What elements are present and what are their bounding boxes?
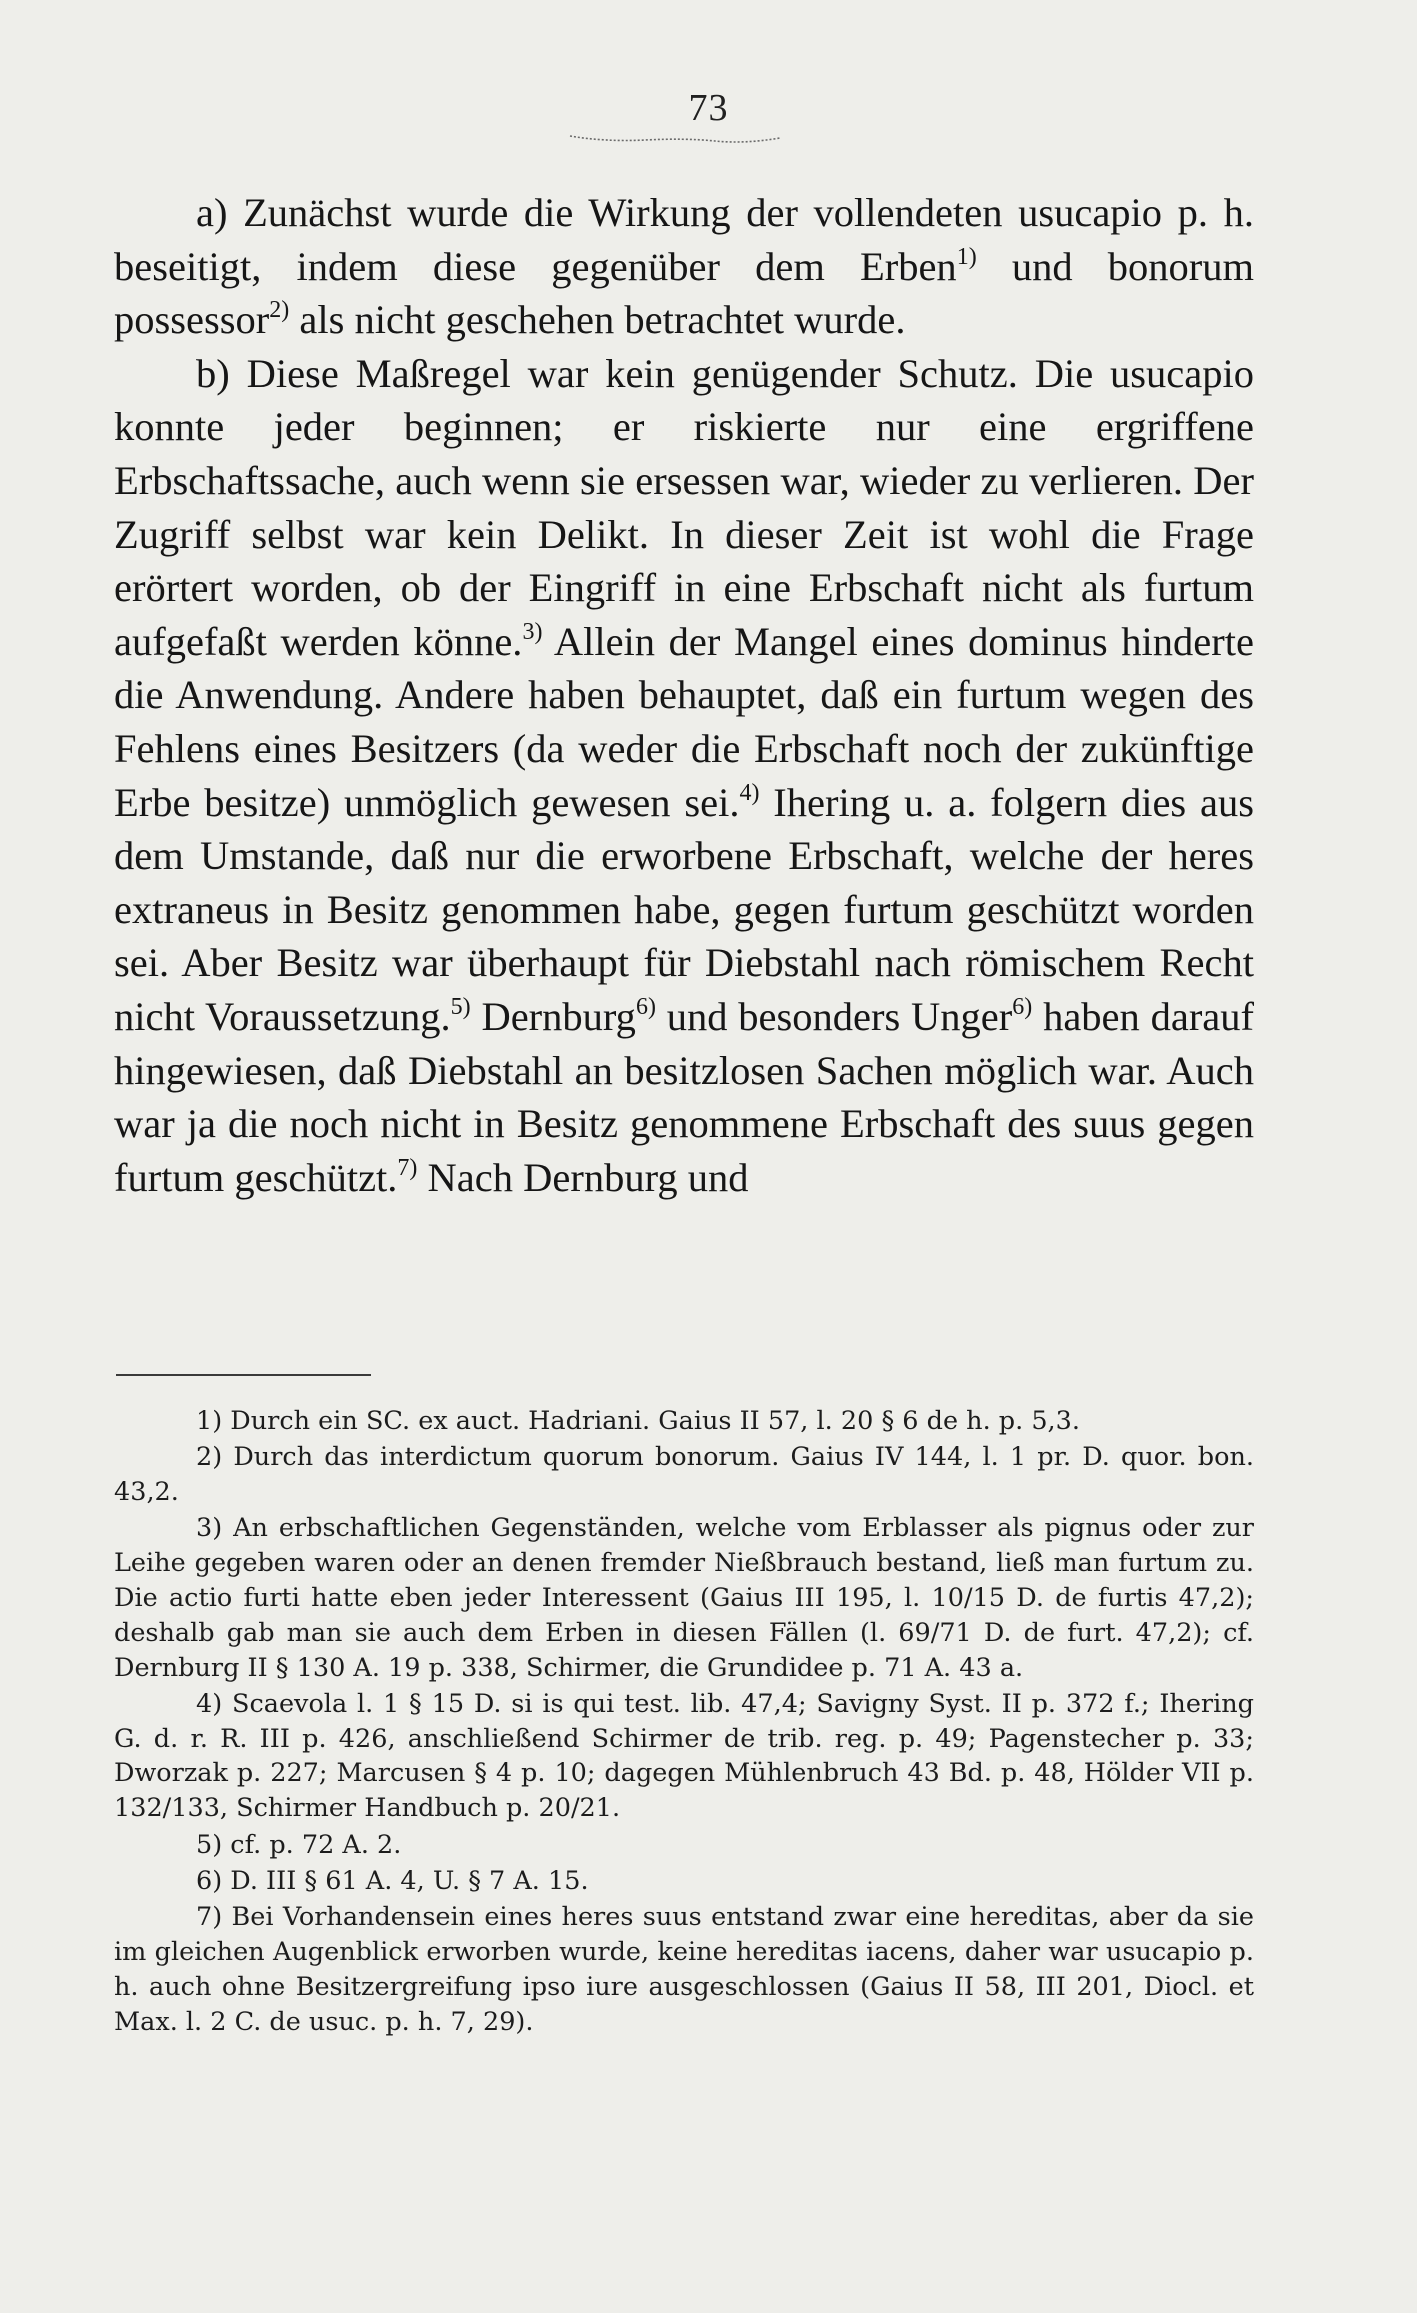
- page-number-ornament: [565, 132, 785, 146]
- paragraph-b-mid4: und besonders Unger: [655, 993, 1013, 1039]
- footnote-2: [114, 1440, 1254, 1510]
- footnote-7: [114, 1900, 1254, 2039]
- paragraph-b: [114, 347, 1254, 1205]
- footnote-4-text: Scaevola l. 1 § 15 D. si is qui test. lib. 47,4; Savigny Syst. II p. 372 f.; Ihering G. d. r. R. III p. 426, anschließend Schirmer de trib. reg. p. 49; Pagenstecher p. 33; Dworzak p. 227; Marcusen § 4 p. 10; dagegen Mühlenbruch 43 Bd. p. 48, Hölder VII p. 132/133, Schirmer Handbuch p. 20/21.: [114, 1688, 1255, 1824]
- footnote-divider: [116, 1374, 371, 1376]
- footnote-7-text: Bei Vorhandensein eines heres suus entstand zwar eine hereditas, aber da sie im gleichen Augenblick erworben wurde, keine hereditas iacens, daher war usucapio p. h. auch ohne Besitzergreifung ipso iure ausgeschlossen (Gaius II 58, III 201, Diocl. et Max. l. 2 C. de usuc. p. h. 7, 29).: [114, 1902, 1254, 2037]
- footnote-4: [114, 1687, 1254, 1826]
- footnote-ref-6b: 6): [1012, 993, 1033, 1020]
- paragraph-b-mid1: Allein der Mangel eines dominus hinderte die Anwendung. Andere haben behauptet, daß ein furtum wegen des Fehlens eines Besitzers (da weder die Erbschaft noch der zukünftige Erbe besitze) unmöglich gewesen sei.: [114, 618, 1254, 825]
- footnote-ref-2: 2): [269, 297, 290, 324]
- footnote-5-mark: 5): [196, 1829, 223, 1860]
- paragraph-b-end: Nach Dernburg und: [417, 1154, 749, 1200]
- footnote-3-mark: 3): [196, 1513, 223, 1544]
- paragraph-a: [114, 186, 1254, 347]
- footnote-ref-5: 5): [450, 993, 471, 1020]
- paragraph-a-text: a) Zunächst wurde die Wirkung der vollendeten usucapio p. h. beseitigt, indem diese gegenüber dem Erben: [114, 190, 1254, 289]
- footnote-4-mark: 4): [196, 1688, 223, 1719]
- paragraph-b-mid2: Ihering u. a. folgern dies aus dem Umstande, daß nur die erworbene Erbschaft, welche der heres extraneus in Besitz genommen habe, gegen furtum geschützt worden sei. Aber Besitz war überhaupt für Diebstahl nach römischem Recht nicht Voraussetzung.: [114, 779, 1254, 1039]
- footnote-1: [114, 1404, 1254, 1439]
- footnote-1-text: Durch ein SC. ex auct. Hadriani. Gaius II 57, l. 20 § 6 de h. p. 5,3.: [230, 1406, 1080, 1436]
- footnote-5: [114, 1828, 1254, 1863]
- footnote-7-mark: 7): [196, 1902, 223, 1933]
- footnotes: [114, 1404, 1254, 2041]
- footnote-6-text: D. III § 61 A. 4, U. § 7 A. 15.: [230, 1865, 589, 1896]
- paragraph-b-mid3: Dernburg: [470, 993, 636, 1039]
- page-number: 73: [688, 87, 729, 129]
- paragraph-b-start: b) Diese Maßregel war kein genügender Schutz. Die usucapio konnte jeder beginnen; er riskierte nur eine ergriffene Erbschaftssache, auch wenn sie ersessen war, wieder zu verlieren. Der Zugriff selbst war kein Delikt. In dieser Zeit ist wohl die Frage erörtert worden, ob der Eingriff in eine Erbschaft nicht als furtum aufgefaßt werden könne.: [114, 350, 1254, 664]
- footnote-ref-3: 3): [522, 618, 543, 645]
- main-text: [114, 186, 1254, 1204]
- footnote-ref-6a: 6): [635, 993, 656, 1020]
- footnote-1-mark: 1): [196, 1406, 223, 1436]
- paragraph-a-mid: und bonorum possessor: [114, 243, 1254, 343]
- footnote-ref-4: 4): [739, 779, 760, 806]
- footnote-6: [114, 1864, 1254, 1899]
- footnote-2-mark: 2): [196, 1442, 223, 1473]
- footnote-3-text: An erbschaftlichen Gegenständen, welche vom Erblasser als pignus oder zur Leihe gegeben waren oder an denen fremder Nießbrauch bestand, ließ man furtum zu. Die actio furti hatte eben jeder Interessent (Gaius III 195, l. 10/15 D. de furtis 47,2); deshalb gab man sie auch dem Erben in diesen Fällen (l. 69/71 D. de furt. 47,2); cf. Dernburg II § 130 A. 19 p. 338, Schirmer, die Grundidee p. 71 A. 43 a.: [114, 1513, 1254, 1683]
- paragraph-a-end: als nicht geschehen betrachtet wurde.: [289, 297, 906, 343]
- paragraph-b-mid5: haben darauf hingewiesen, daß Diebstahl an besitzlosen Sachen möglich war. Auch war ja die noch nicht in Besitz genommene Erbschaft des suus gegen furtum geschützt.: [114, 993, 1255, 1200]
- footnote-6-mark: 6): [196, 1865, 223, 1896]
- footnote-ref-1: 1): [956, 243, 977, 270]
- footnote-ref-7: 7): [397, 1154, 418, 1181]
- footnote-2-text: Durch das interdictum quorum bonorum. Gaius IV 144, l. 1 pr. D. quor. bon. 43,2.: [114, 1442, 1255, 1508]
- footnote-5-text: cf. p. 72 A. 2.: [230, 1829, 402, 1860]
- footnote-3: [114, 1511, 1254, 1685]
